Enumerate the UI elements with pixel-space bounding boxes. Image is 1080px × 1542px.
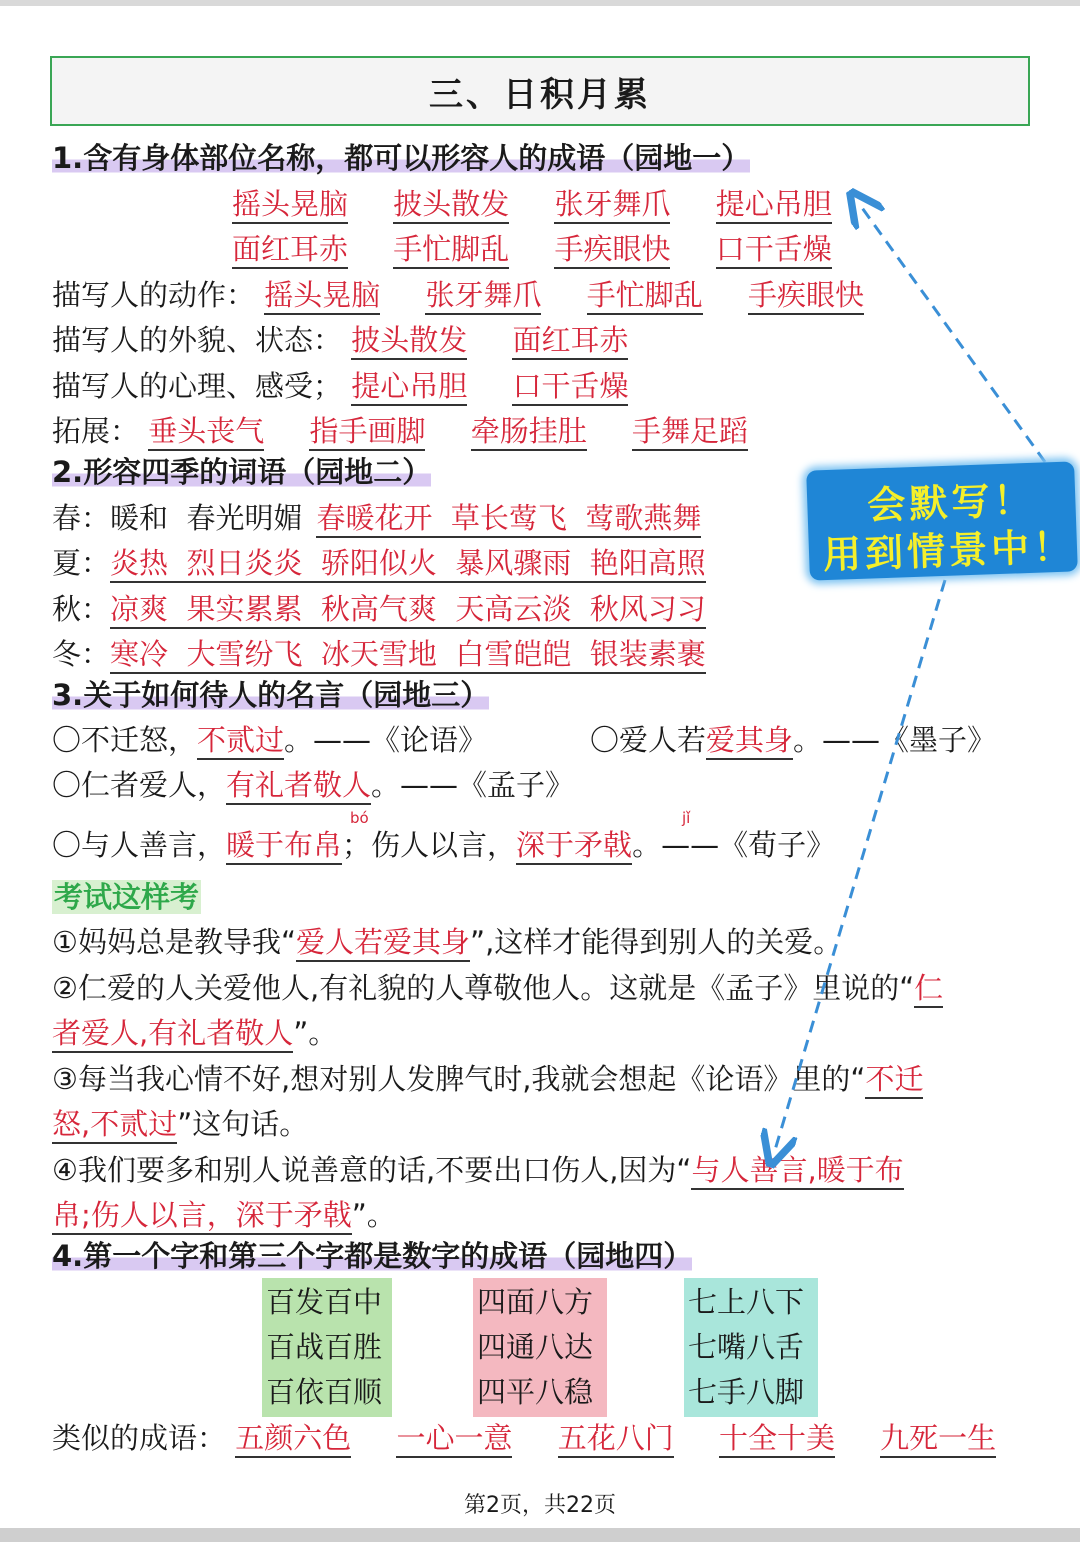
quote-text: 〇不迁怒， (52, 723, 198, 757)
section2-heading-text: 2.形容四季的词语（园地二） (52, 455, 432, 489)
quote-answer: 暖于布帛 (226, 828, 342, 865)
idiom: 指手画脚 (309, 414, 425, 451)
idiom: 十全十美 (719, 1421, 835, 1458)
idiom: 百发百中 (266, 1285, 383, 1319)
summer-label: 夏： (52, 546, 111, 580)
quote-source: 。——《论语》 (284, 723, 488, 757)
idiom: 披头散发 (351, 323, 467, 360)
winter-words: 寒冷 大雪纷飞 冰天雪地 白雪皑皑 银装素裹 (110, 637, 706, 674)
idiom: 牵肠挂肚 (471, 414, 587, 451)
quote-text: 〇仁者爱人， (52, 768, 227, 802)
exam-answer: 不迁 (865, 1062, 923, 1099)
exam-text: ①妈妈总是教导我“ (52, 925, 297, 959)
exam-text: ②仁爱的人关爱他人,有礼貌的人尊敬他人。这就是《孟子》里说的“ (52, 971, 915, 1005)
idiom: 四通八达 (477, 1330, 594, 1364)
summer-words: 炎热 烈日炎炎 骄阳似火 暴风骤雨 艳阳高照 (110, 546, 706, 583)
idiom: 七手八脚 (688, 1375, 805, 1409)
idiom: 面红耳赤 (232, 232, 348, 269)
quote-answer: 爱其身 (706, 723, 793, 760)
quote-source: 。——《孟子》 (371, 768, 575, 802)
exam-text: ”这句话。 (177, 1107, 309, 1141)
pinyin-bo: bó (350, 809, 369, 827)
memorize-badge (806, 461, 1078, 580)
badge-line-2: 用到情景中！ (822, 524, 1076, 578)
idiom: 四面八方 (477, 1285, 594, 1319)
exam-tag: 考试这样考 (54, 880, 200, 914)
idiom: 七上八下 (688, 1285, 805, 1319)
idiom: 手疾眼快 (554, 232, 670, 269)
badge-line-1: 会默写！ (866, 477, 1037, 528)
autumn-label: 秋： (52, 592, 111, 626)
spring-label: 春： (52, 501, 111, 535)
quote-text: 〇爱人若 (590, 723, 707, 757)
idiom: 提心吊胆 (716, 187, 832, 224)
idiom: 七嘴八舌 (688, 1330, 805, 1364)
quote-text: ；伤人以言， (342, 828, 517, 862)
spring-plain: 暖和 春光明媚 (110, 501, 303, 535)
quote-source: 。——《荀子》 (632, 828, 836, 862)
pinyin-ji: jǐ (682, 809, 691, 827)
idiom: 九死一生 (880, 1421, 996, 1458)
idiom: 提心吊胆 (351, 369, 467, 406)
quote-answer: 深于矛戟 (516, 828, 632, 865)
bottom-border (0, 1528, 1080, 1542)
quote-answer: 不贰过 (197, 723, 284, 760)
idiom: 披头散发 (393, 187, 509, 224)
idiom: 一心一意 (396, 1421, 512, 1458)
similar-label: 类似的成语： (52, 1421, 227, 1455)
idiom: 面红耳赤 (512, 323, 628, 360)
mind-label: 描写人的心理、感受； (52, 369, 343, 403)
idiom: 手忙脚乱 (587, 278, 703, 315)
idiom: 四平八稳 (477, 1375, 594, 1409)
idiom: 五花八门 (558, 1421, 674, 1458)
exam-text: ③每当我心情不好,想对别人发脾气时,我就会想起《论语》里的“ (52, 1062, 866, 1096)
idiom: 张牙舞爪 (425, 278, 541, 315)
extension-label: 拓展： (52, 414, 140, 448)
arrow-up-to-idioms (860, 205, 1045, 462)
exam-answer: 与人善言,暖于布 (691, 1153, 903, 1190)
winter-label: 冬： (52, 637, 111, 671)
appearance-label: 描写人的外貌、状态： (52, 323, 343, 357)
quote-source: 。——《墨子》 (793, 723, 997, 757)
exam-answer: 仁 (914, 971, 943, 1008)
idiom: 摇头晃脑 (232, 187, 348, 224)
idiom: 手疾眼快 (748, 278, 864, 315)
section3-heading-text: 3.关于如何待人的名言（园地三） (52, 678, 490, 712)
exam-answer: 爱人若爱其身 (296, 925, 470, 962)
exam-answer: 帛;伤人以言，深于矛戟 (52, 1198, 352, 1235)
section1-heading-text: 1.含有身体部位名称，都可以形容人的成语（园地一） (52, 141, 751, 175)
idiom: 百依百顺 (266, 1375, 383, 1409)
section4-heading-text: 4.第一个字和第三个字都是数字的成语（园地四） (52, 1239, 693, 1273)
page-footer: 第2页，共22页 (464, 1493, 616, 1518)
exam-text: ”。 (293, 1016, 338, 1050)
autumn-words: 凉爽 果实累累 秋高气爽 天高云淡 秋风习习 (110, 592, 706, 629)
idiom: 手舞足蹈 (632, 414, 748, 451)
quote-text: 〇与人善言， (52, 828, 227, 862)
exam-answer: 怒,不贰过 (52, 1107, 177, 1144)
idiom: 口干舌燥 (716, 232, 832, 269)
section-title: 三、日积月累 (50, 56, 1030, 126)
action-label: 描写人的动作： (52, 278, 256, 312)
idiom: 张牙舞爪 (554, 187, 670, 224)
idiom: 口干舌燥 (512, 369, 628, 406)
exam-text: ”。 (351, 1198, 396, 1232)
idiom: 手忙脚乱 (393, 232, 509, 269)
spring-idioms: 春暖花开 草长莺飞 莺歌燕舞 (316, 501, 701, 538)
arrow-down-to-exam (775, 580, 945, 1150)
exam-text: ”,这样才能得到别人的关爱。 (470, 925, 843, 959)
idiom: 百战百胜 (266, 1330, 383, 1364)
idiom: 摇头晃脑 (264, 278, 380, 315)
exam-text: ④我们要多和别人说善意的话,不要出口伤人,因为“ (52, 1153, 692, 1187)
idiom: 垂头丧气 (148, 414, 264, 451)
idiom: 五颜六色 (235, 1421, 351, 1458)
exam-answer: 者爱人,有礼者敬人 (52, 1016, 293, 1053)
quote-answer: 有礼者敬人 (226, 768, 371, 805)
